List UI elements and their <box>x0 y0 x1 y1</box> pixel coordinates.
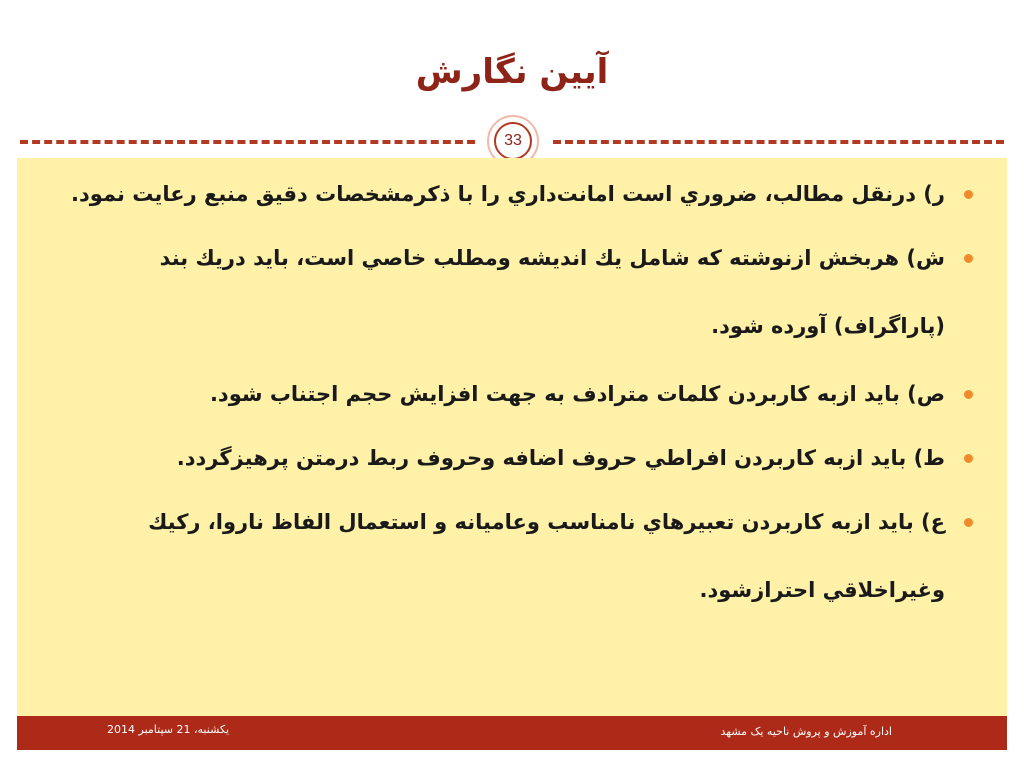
bullet-dot-icon <box>964 254 973 263</box>
header-divider-left <box>20 140 475 144</box>
footer-organization: اداره آموزش و پروش ناحیه یک مشهد <box>720 725 892 738</box>
bullet-item <box>45 440 977 476</box>
bullet-item <box>45 224 977 360</box>
content-panel <box>17 158 1007 716</box>
bullet-text: ع) بايد ازبه كاربردن تعبيرهاي نامناسب وعاميانه و استعمال الفاظ ناروا، ركيك وغيراخلاقي احترازشود. <box>148 510 945 602</box>
bullet-item <box>45 488 977 624</box>
bullet-text: ر) درنقل مطالب، ضروري است امانت‌داري را با ذكرمشخصات دقيق منبع رعايت نمود. <box>71 182 945 206</box>
bullet-text: ش) هربخش ازنوشته كه شامل يك انديشه ومطلب خاصي است، بايد دريك بند (پاراگراف) آورده شود. <box>159 246 945 338</box>
bullet-text: ص) بايد ازبه كاربردن كلمات مترادف به جهت افزايش حجم اجتناب شود. <box>209 382 945 406</box>
page-number: 33 <box>494 122 532 160</box>
footer-bar <box>17 716 1007 750</box>
header-divider-right <box>553 140 1004 144</box>
slide-title: آیین نگارش <box>415 52 609 92</box>
bullet-dot-icon <box>964 454 973 463</box>
bullet-dot-icon <box>964 518 973 527</box>
bullet-list <box>45 176 977 624</box>
footer-date: یکشنبه، 21 سپتامبر 2014 <box>107 723 230 736</box>
bullet-text: ط) بايد ازبه كاربردن افراطي حروف اضافه وحروف ربط درمتن پرهيزگردد. <box>176 446 945 470</box>
bullet-dot-icon <box>964 190 973 199</box>
bullet-item <box>45 376 977 412</box>
bullet-dot-icon <box>964 390 973 399</box>
bullet-item <box>45 176 977 212</box>
